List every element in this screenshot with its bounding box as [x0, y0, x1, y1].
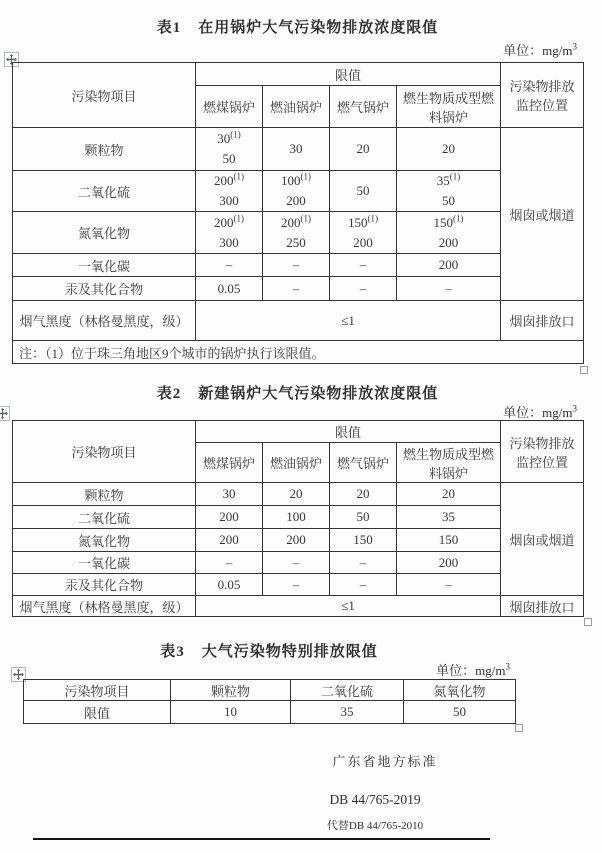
cell: – — [397, 277, 501, 301]
smoke-blackness-value: ≤1 — [196, 301, 501, 341]
cell: 20 — [330, 483, 397, 506]
table3-title-text: 大气污染物特别排放限值 — [201, 644, 378, 660]
cell: 100 — [263, 506, 330, 529]
row-label: 氮氧化物 — [13, 529, 196, 552]
cell: 150 — [397, 529, 501, 552]
monitor-value-cell: 烟囱或烟道 — [501, 483, 584, 596]
row-label: 一氧化碳 — [13, 254, 196, 277]
cell: – — [263, 277, 330, 301]
table2 — [12, 420, 584, 617]
table-row — [13, 506, 584, 529]
cell: 35$^{(1)}$ 50 — [397, 171, 501, 212]
table-row — [13, 212, 584, 254]
cell: 100$^{(1)}$ 200 — [263, 171, 330, 212]
footer-replaces-label: 代替DB 44/765-2010 — [326, 820, 424, 832]
cell: 200$^{(1)}$ 300 — [196, 212, 263, 254]
cell: 200 — [397, 254, 501, 277]
table1-number: 表1 — [156, 20, 182, 36]
table1-resize-handle[interactable] — [580, 366, 588, 374]
cell: 30$^{(1)}$ 50 — [196, 128, 263, 171]
header-monitor-position: 污染物排放监控位置 — [501, 63, 584, 128]
table-row — [13, 171, 584, 212]
header-monitor-position: 污染物排放监控位置 — [501, 421, 584, 483]
header-coal-boiler: 燃煤锅炉 — [196, 443, 263, 483]
cell: 10 — [171, 701, 291, 724]
header-limit: 限值 — [196, 421, 501, 443]
table-row — [13, 277, 584, 301]
header-coal-boiler: 燃煤锅炉 — [196, 86, 263, 128]
move-cross-icon — [0, 408, 8, 419]
cell: – — [196, 254, 263, 277]
header-oil-boiler: 燃油锅炉 — [263, 86, 330, 128]
table1-title-text: 在用锅炉大气污染物排放浓度限值 — [198, 20, 439, 36]
cell: 200 — [263, 529, 330, 552]
cell: 150$^{(1)}$ 200 — [330, 212, 397, 254]
cell: 30 — [263, 128, 330, 171]
cell: 200 — [397, 552, 501, 574]
cell: 200 — [196, 506, 263, 529]
cell: – — [263, 254, 330, 277]
monitor-value-cell: 烟囱或烟道 — [501, 128, 584, 301]
cell: – — [196, 552, 263, 574]
smoke-monitor-position: 烟囱排放口 — [501, 301, 584, 341]
cell: 20 — [330, 128, 397, 171]
table1-title — [12, 16, 583, 37]
header-so2: 二氧化硫 — [291, 680, 404, 701]
table2-title — [12, 382, 583, 403]
row-label: 限值 — [24, 701, 171, 724]
cell: 0.05 — [196, 277, 263, 301]
cell: 0.05 — [196, 574, 263, 596]
table3-number: 表3 — [160, 644, 185, 660]
header-pollutant-item: 污染物项目 — [13, 63, 196, 128]
table2-unit-text: 单位：mg/m — [503, 405, 573, 420]
cell: 50 — [330, 171, 397, 212]
table3-unit-text: 单位：mg/m — [436, 663, 506, 678]
header-biomass-boiler: 燃生物质成型燃料锅炉 — [397, 443, 501, 483]
table3-title — [23, 640, 515, 661]
footer-divider-line — [33, 838, 490, 840]
table1-unit-text: 单位：mg/m — [503, 43, 573, 58]
table-row — [13, 483, 584, 506]
cell: 200$^{(1)}$ 300 — [196, 171, 263, 212]
table3 — [23, 679, 516, 724]
smoke-blackness-value: ≤1 — [196, 596, 501, 617]
cell: 50 — [404, 701, 516, 724]
row-label: 一氧化碳 — [13, 552, 196, 574]
cell: 200 — [196, 529, 263, 552]
row-label: 汞及其化合物 — [13, 574, 196, 596]
table3-unit — [23, 660, 510, 679]
cell: 20 — [397, 128, 501, 171]
row-label: 汞及其化合物 — [13, 277, 196, 301]
row-label: 氮氧化物 — [13, 212, 196, 254]
cell: 35 — [291, 701, 404, 724]
cell: 200$^{(1)}$ 250 — [263, 212, 330, 254]
row-label: 二氧化硫 — [13, 171, 196, 212]
table-row — [13, 63, 584, 86]
table1 — [12, 62, 584, 364]
header-gas-boiler: 燃气锅炉 — [330, 443, 397, 483]
cell: 30 — [196, 483, 263, 506]
smoke-blackness-label: 烟气黑度（林格曼黑度，级） — [13, 596, 196, 617]
header-biomass-boiler: 燃生物质成型燃料锅炉 — [397, 86, 501, 128]
table-row — [13, 421, 584, 443]
header-limit: 限值 — [196, 63, 501, 86]
cell: – — [397, 574, 501, 596]
table1-footnote: 注：（1）位于珠三角地区9个城市的锅炉执行该限值。 — [13, 341, 584, 364]
table-row — [13, 341, 584, 364]
cell: 20 — [263, 483, 330, 506]
table-row — [13, 552, 584, 574]
cell: – — [263, 552, 330, 574]
footer-standard-org: 广东省地方标准 — [332, 754, 438, 769]
table2-number: 表2 — [156, 386, 182, 402]
row-label: 二氧化硫 — [13, 506, 196, 529]
cell: 50 — [330, 506, 397, 529]
smoke-blackness-label: 烟气黑度（林格曼黑度，级） — [13, 301, 196, 341]
table-row — [13, 574, 584, 596]
cell: 35 — [397, 506, 501, 529]
cell: – — [330, 574, 397, 596]
table-row — [13, 128, 584, 171]
table-row — [13, 596, 584, 617]
footer-standard-number: DB 44/765-2019 — [329, 792, 421, 807]
table1-unit — [12, 40, 577, 59]
header-oil-boiler: 燃油锅炉 — [263, 443, 330, 483]
table-row — [13, 254, 584, 277]
cell: 20 — [397, 483, 501, 506]
smoke-monitor-position: 烟囱排放口 — [501, 596, 584, 617]
table2-resize-handle[interactable] — [584, 618, 592, 626]
table3-unit-exponent: 3 — [505, 661, 510, 672]
cell: – — [330, 277, 397, 301]
table2-unit-exponent: 3 — [572, 403, 577, 414]
header-particulate: 颗粒物 — [171, 680, 291, 701]
table-row — [24, 680, 516, 701]
cell: 150$^{(1)}$ 200 — [397, 212, 501, 254]
table1-unit-exponent: 3 — [572, 41, 577, 52]
table-row — [24, 701, 516, 724]
table-row — [13, 529, 584, 552]
table2-move-handle[interactable] — [0, 406, 10, 421]
header-gas-boiler: 燃气锅炉 — [330, 86, 397, 128]
cell: 150 — [330, 529, 397, 552]
header-pollutant-item: 污染物项目 — [24, 680, 171, 701]
row-label: 颗粒物 — [13, 128, 196, 171]
cell: – — [330, 254, 397, 277]
table2-title-text: 新建锅炉大气污染物排放浓度限值 — [198, 386, 439, 402]
header-nox: 氮氧化物 — [404, 680, 516, 701]
cell: – — [263, 574, 330, 596]
table3-resize-handle[interactable] — [515, 724, 523, 732]
row-label: 颗粒物 — [13, 483, 196, 506]
table2-unit — [12, 402, 577, 421]
table-row — [13, 301, 584, 341]
header-pollutant-item: 污染物项目 — [13, 421, 196, 483]
cell: – — [330, 552, 397, 574]
